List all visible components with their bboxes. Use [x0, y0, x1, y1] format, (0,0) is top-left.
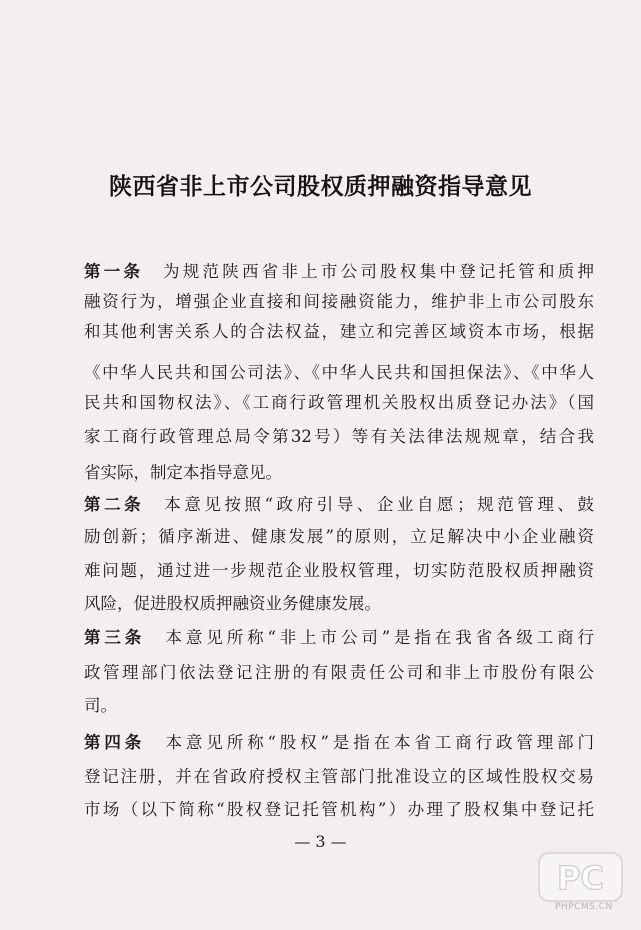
article-1-line-5: 民共和国物权法》、《工商行政管理机关股权出质登记办法》（国	[84, 393, 594, 412]
phpcms-watermark-logo	[538, 852, 623, 902]
article-1-line-6: 家工商行政管理总局令第32号）等有关法律法规规章，结合我	[84, 427, 594, 446]
article-2-line-1	[84, 495, 594, 515]
article-1-text-1: 为规范陕西省非上市公司股权集中登记托管和质押	[162, 262, 595, 281]
article-4-heading: 第四条	[84, 733, 146, 752]
article-3-heading: 第三条	[84, 628, 146, 647]
article-2-heading: 第二条	[84, 495, 145, 514]
article-1-line-2: 融资行为，增强企业直接和间接融资能力，维护非上市公司股东	[84, 292, 594, 311]
article-1-heading: 第一条	[84, 262, 144, 281]
watermark-logo-text: PC	[557, 859, 604, 897]
article-4-line-3: 市场（以下简称“股权登记托管机构”）办理了股权集中登记托	[84, 800, 594, 819]
article-4-line-2: 登记注册，并在省政府授权主管部门批准设立的区域性股权交易	[84, 767, 594, 786]
article-3-line-1	[84, 628, 594, 648]
article-3-line-2: 政管理部门依法登记注册的有限责任公司和非上市股份有限公	[84, 663, 594, 682]
article-2-line-2: 励创新；循序渐进、健康发展”的原则，立足解决中小企业融资	[84, 527, 594, 546]
document-title: 陕西省非上市公司股权质押融资指导意见	[109, 174, 532, 200]
article-1-line-7: 省实际，制定本指导意见。	[84, 463, 282, 482]
article-3-text-1: 本意见所称“非上市公司”是指在我省各级工商行	[165, 628, 595, 647]
article-2-line-4: 风险，促进股权质押融资业务健康发展。	[84, 594, 381, 613]
article-4-text-1: 本意见所称“股权”是指在本省工商行政管理部门	[165, 733, 595, 752]
article-4-line-1	[84, 733, 594, 753]
page-number: — 3 —	[294, 832, 347, 851]
article-1-line-1	[84, 262, 594, 282]
watermark-site-text: PHPCMS.CN	[555, 902, 613, 912]
article-2-line-3: 难问题，通过进一步规范企业股权管理，切实防范股权质押融资	[84, 561, 594, 580]
article-2-text-1: 本意见按照“政府引导、企业自愿；规范管理、鼓	[164, 495, 594, 514]
article-1-line-3: 和其他利害关系人的合法权益，建立和完善区域资本市场，根据	[84, 322, 594, 341]
article-3-line-3: 司。	[84, 696, 117, 715]
article-1-line-4: 《中华人民共和国公司法》、《中华人民共和国担保法》、《中华人	[84, 363, 594, 382]
